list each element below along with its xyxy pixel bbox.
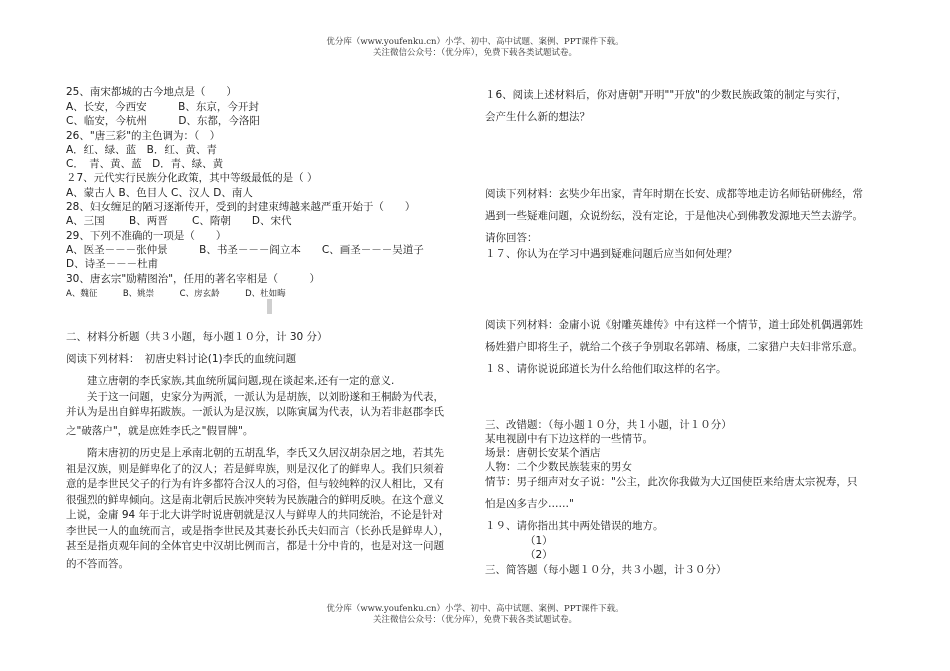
question-29: 29、下列不准确的一项是（ ） (66, 230, 227, 242)
scene-line: 场景：唐朝长安某个酒店 (485, 447, 601, 459)
text-cursor (267, 299, 272, 314)
question-16-line-1: １6、阅读上述材料后，你对唐朝"开明""开放"的少数民族政策的制定与实行， (485, 89, 847, 101)
material-1-para-2-line-3: 之"破落户"，就是庶姓李氏之"假冒牌"。 (66, 425, 254, 437)
material-1-para-2-line-2: 并认为是出自鲜卑拓跋族。一派认为是汉族，以陈寅属为代表，认为若非赵郡李氏 (66, 406, 444, 418)
question-25-options-cd: C、临安，今杭州 D、东都，今洛阳 (66, 115, 260, 127)
material-1-para-1: 建立唐朝的李氏家族,其血统所属问题,现在谈起来,还有一定的意义. (66, 375, 395, 387)
material-1-intro: 阅读下列材料： 初唐史料讨论(1)李氏的血统问题 (66, 353, 297, 365)
material-1-para-3-line-6: 李世民一人的血统而言，或是指李世民及其妻长孙氏夫妇而言（长孙氏是鲜卑人）， (66, 525, 450, 537)
material-1-para-2-line-1: 关于这一问题，史家分为两派，一派认为是胡族，以刘盼遂和王桐龄为代表， (66, 391, 444, 403)
question-30-options: A、魏征 B、姚崇 C、房玄龄 D、杜如晦 (66, 289, 286, 299)
material-1-para-3-line-3: 意的是李世民父子的行为有许多都符合汉人的习俗，但与较纯粹的汉人相比，又有 (66, 478, 444, 490)
question-28-options: A、三国 B、两晋 C、隋朝 D、宋代 (66, 215, 292, 227)
question-27: ２7、元代实行民族分化政策，其中等级最低的是（ ） (66, 172, 318, 184)
material-3-line-2: 杨姓猎户即将生子，就给二个孩子争别取名郭靖、杨康，二家猎户夫妇非常乐意。 (485, 341, 863, 353)
question-29-option-d: D、诗圣－－－杜甫 (66, 258, 159, 270)
question-25: 25、南宋都城的古今地点是（ ） (66, 86, 237, 98)
header-line-2: 关注微信公众号：（优分库），免费下载各类试题试卷。 (372, 48, 577, 58)
correction-intro: 某电视剧中有下边这样的一些情节。 (485, 433, 653, 445)
question-16-line-2: 会产生什么新的想法？ (485, 111, 590, 123)
section-short-answer-title: 三、简答题（每小题１０分，共３小题，计３０分） (485, 564, 727, 576)
question-19: １９、请你指出其中两处错误的地方。 (485, 520, 664, 532)
question-25-options-ab: A、长安，今西安 B、东京，今开封 (66, 101, 259, 113)
material-1-para-3-line-4: 很强烈的鲜卑倾向。这是南北朝后民族冲突转为民族融合的鲜明反映。在这个意义 (66, 494, 444, 506)
question-17: １７、你认为在学习中遇到疑难问题后应当如何处理？ (485, 248, 737, 260)
question-29-options-abc: A、医圣－－－张仲景 B、书圣－－－阎立本 C、画圣－－－吴道子 (66, 244, 424, 256)
question-30: 30、唐玄宗"励精图治"，任用的著名宰相是（ ） (66, 273, 321, 285)
question-18: １８、请你说说邱道长为什么给他们取这样的名字。 (485, 363, 727, 375)
footer-line-1: 优分库（www.youfenku.cn）小学、初中、高中试题、案例、PPT课件下载。 (326, 604, 624, 614)
footer-line-2: 关注微信公众号：（优分库），免费下载各类试题试卷。 (372, 615, 577, 625)
people-line: 人物：二个少数民族装束的男女 (485, 461, 632, 473)
plot-line-1: 情节：男子细声对女子说："公主，此次你我做为大辽国使臣来给唐太宗祝寿，只 (485, 476, 858, 488)
question-28: 28、妇女缠足的陋习逐渐传开，受到的封建束缚越来越严重开始于（ ） (66, 201, 416, 213)
section-2-title: 二、材料分析题（共３小题，每小题１０分，计 30 分） (66, 331, 328, 343)
material-2-line-1: 阅读下列材料：玄奘少年出家，青年时期在长安、成都等地走访名师钻研佛经，常 (485, 188, 863, 200)
right-column (485, 0, 900, 671)
question-26-options-ab: A．红、绿、蓝 B．红、黄、青 (66, 144, 217, 156)
question-27-options: A、蒙古人 B、色目人 C、汉人 D、南人 (66, 187, 253, 199)
answer-slot-1: （1） (525, 535, 553, 547)
material-1-para-3-line-2: 祖是汉族，则是鲜卑化了的汉人；若是鲜卑族，则是汉化了的鲜卑人。我们只须着 (66, 463, 444, 475)
section-correction-title: 三、改错题：（每小题１０分，共１小题，计１０分） (485, 419, 732, 431)
answer-prompt: 请你回答： (485, 232, 538, 244)
material-2-line-2: 遇到一些疑难问题，众说纷纭，没有定论，于是他决心到佛教发源地天竺去游学。 (485, 210, 863, 222)
material-1-para-3-line-7: 甚至是指贞观年间的全体官史中汉胡比例而言，都是十分中肯的，也是对这一问题 (66, 540, 444, 552)
left-column (66, 0, 456, 671)
header-line-1: 优分库（www.youfenku.cn）小学、初中、高中试题、案例、PPT课件下载。 (326, 37, 624, 47)
material-1-para-3-line-8: 的不答而答。 (66, 558, 129, 570)
question-26-options-cd: C． 青、黄、蓝 D．青、绿、黄 (66, 158, 224, 170)
page-footer (0, 604, 950, 626)
material-1-para-3-line-5: 上说，金庸 94 年于北大讲学时说唐朝就是汉人与鲜卑人的共同统治，不论是针对 (66, 509, 444, 521)
material-3-line-1: 阅读下列材料：金庸小说《射雕英雄传》中有这样一个情节，道士邱处机偶遇郭姓 (485, 319, 863, 331)
answer-slot-2: （2） (525, 549, 553, 561)
material-1-para-3-line-1: 隋末唐初的历史是上承南北朝的五胡乱华，李氏又久居汉胡杂居之地，若其先 (66, 447, 444, 459)
question-26: 26、"唐三彩"的主色调为：（ ） (66, 130, 221, 142)
plot-line-2: 怕是凶多吉少……" (485, 498, 574, 510)
